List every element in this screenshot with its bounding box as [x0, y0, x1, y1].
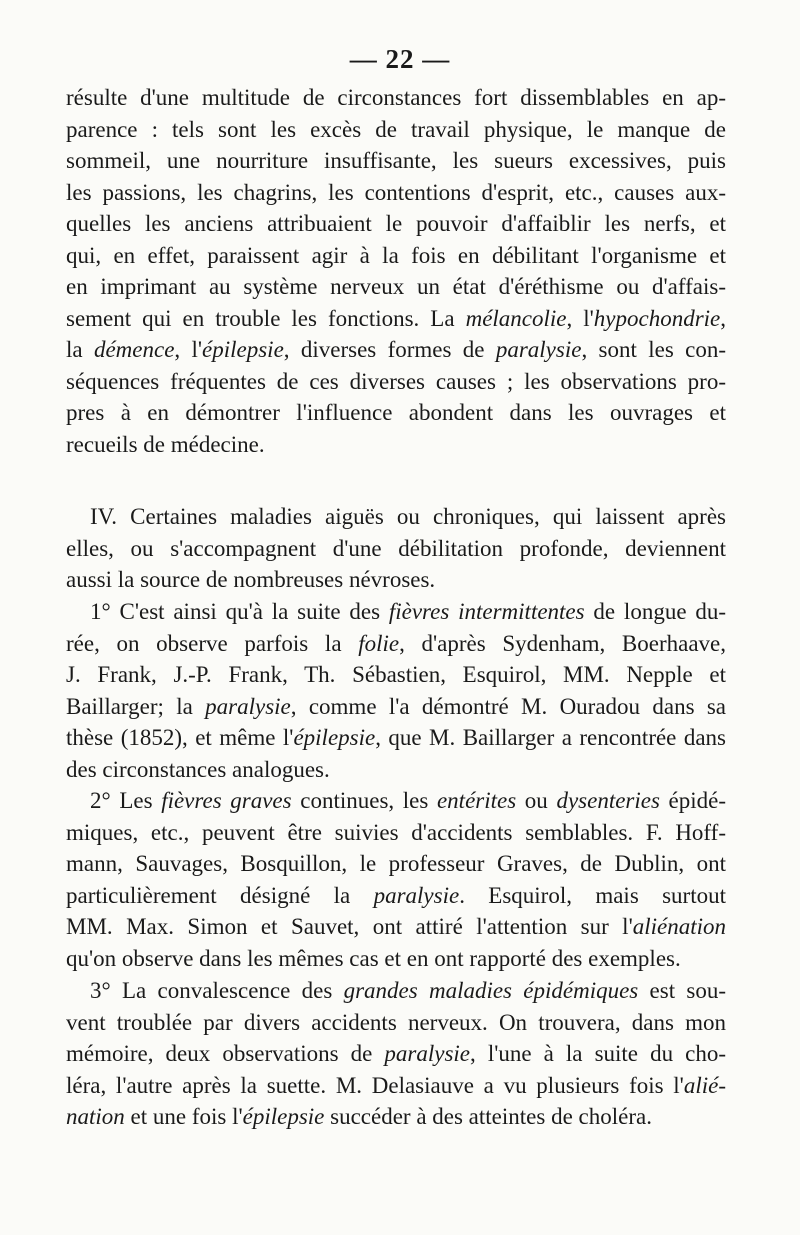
text-run: , que M. Baillarger a rencontrée dans: [375, 725, 726, 750]
italic-term: grandes maladies épidémiques: [343, 978, 639, 1003]
italic-term: paralysie: [205, 693, 291, 719]
text-run: 3° La convalescence des: [90, 978, 344, 1003]
text-run: et une fois l': [124, 1104, 243, 1129]
paragraph-5: [66, 975, 726, 1133]
italic-term: paralysie: [495, 337, 582, 362]
text-line: [66, 596, 726, 628]
text-line: [66, 628, 726, 660]
italic-term: aliénation: [632, 914, 726, 939]
italic-term: alié-: [683, 1072, 726, 1098]
text-run: sement qui en trouble les fonctions. La: [66, 305, 466, 331]
text-line: [66, 334, 726, 366]
text-run: thèse (1852), et même l': [66, 725, 294, 750]
text-line: des circonstances analogues.: [66, 756, 330, 782]
text-line: [66, 722, 726, 754]
text-line: elles, ou s'accompagnent d'une débilitation profonde, deviennent: [66, 535, 726, 561]
text-line: IV. Certaines maladies aiguës ou chroniques, qui laissent après: [90, 504, 726, 529]
text-line: mann, Sauvages, Bosquillon, le professeur Graves, de Dublin, ont: [66, 851, 726, 876]
italic-term: nation: [66, 1104, 125, 1129]
text-line: [66, 303, 726, 335]
text-run: 1° C'est ainsi qu'à la suite des: [90, 599, 389, 624]
text-run: particulièrement désigné la: [66, 882, 374, 908]
text-run: MM. Max. Simon et Sauvet, ont attiré l'attention sur l': [66, 914, 633, 939]
text-line: [66, 880, 726, 912]
italic-term: démence: [93, 337, 175, 362]
text-line: en imprimant au système nerveux un état d'éréthisme ou d'affais-: [66, 274, 726, 299]
text-run: 2° Les: [90, 788, 162, 813]
text-line: pres à en démontrer l'influence abondent dans les ouvrages et: [66, 400, 726, 425]
text-line: [66, 1038, 726, 1070]
italic-term: hypochondrie: [593, 305, 721, 331]
italic-term: dysenteries: [556, 788, 660, 813]
text-line: [66, 1101, 726, 1133]
text-run: , diverses formes de: [283, 337, 496, 362]
text-run: , sont les con-: [581, 337, 726, 362]
text-run: succéder à des atteintes de choléra.: [324, 1104, 652, 1129]
text-line: aussi la source de nombreuses névroses.: [66, 567, 436, 592]
text-line: les passions, les chagrins, les contentions d'esprit, etc., causes aux-: [66, 179, 726, 205]
text-run: Baillarger; la: [66, 693, 206, 719]
text-run: , l'une à la suite du cho-: [470, 1041, 726, 1066]
text-line: [66, 691, 726, 723]
text-line: résulte d'une multitude de circonstances fort dissemblables en ap-: [66, 85, 726, 110]
paragraph-3: [66, 596, 726, 785]
text-run: ou: [516, 788, 557, 813]
text-line: miques, etc., peuvent être suivies d'accidents semblables. F. Hoff-: [66, 819, 726, 845]
italic-term: paralysie: [384, 1041, 471, 1066]
text-run: , l': [174, 337, 203, 362]
text-run: rée, on observe parfois la: [66, 630, 359, 656]
paragraph-2: [66, 501, 726, 596]
text-line: qui, en effet, paraissent agir à la fois en débilitant l'organisme et: [66, 242, 726, 268]
text-line: J. Frank, J.-P. Frank, Th. Sébastien, Esquirol, MM. Nepple et: [66, 662, 726, 687]
page-number: — 22 —: [349, 44, 451, 74]
text-run: mémoire, deux observations de: [66, 1041, 385, 1066]
text-run: épidé-: [659, 788, 726, 813]
text-line: [66, 1070, 726, 1102]
text-line: quelles les anciens attribuaient le pouvoir d'affaiblir les nerfs, et: [66, 211, 726, 236]
paragraph-4: [66, 785, 726, 974]
text-run: , comme l'a démontré M. Ouradou dans sa: [290, 693, 726, 719]
italic-term: entérites: [436, 788, 517, 813]
text-run: est sou-: [638, 978, 726, 1003]
text-line: recueils de médecine.: [66, 431, 265, 457]
text-line: [66, 785, 726, 817]
italic-term: épilepsie: [202, 337, 284, 362]
paragraph-1: [66, 82, 726, 460]
text-line: parence : tels sont les excès de travail physique, le manque de: [66, 116, 726, 142]
italic-term: mélancolie: [465, 305, 567, 331]
italic-term: fièvres intermittentes: [388, 599, 585, 624]
text-line: qu'on observe dans les mêmes cas et en ont rapporté des exemples.: [66, 945, 681, 971]
text-run: léra, l'autre après la suette. M. Delasiauve a vu plusieurs fois l': [66, 1072, 684, 1098]
text-run: de longue du-: [584, 599, 726, 624]
text-line: [66, 975, 726, 1007]
italic-term: épilepsie: [293, 725, 376, 750]
text-line: sommeil, une nourriture insuffisante, les sueurs excessives, puis: [66, 148, 726, 173]
text-line: [66, 911, 726, 943]
italic-term: fièvres graves: [161, 788, 292, 813]
text-run: , l': [566, 305, 594, 331]
italic-term: folie: [358, 630, 400, 656]
text-line: vent troublée par divers accidents nerveux. On trouvera, dans mon: [66, 1009, 726, 1035]
italic-term: paralysie: [373, 882, 460, 908]
text-run: continues, les: [291, 788, 437, 813]
text-line: séquences fréquentes de ces diverses causes ; les observations pro-: [66, 368, 726, 394]
text-run: , d'après Sydenham, Boerhaave,: [399, 630, 726, 656]
text-run: ,: [720, 305, 726, 331]
italic-term: épilepsie: [242, 1104, 325, 1129]
text-run: la: [66, 337, 94, 362]
text-run: . Esquirol, mais surtout: [459, 882, 726, 908]
